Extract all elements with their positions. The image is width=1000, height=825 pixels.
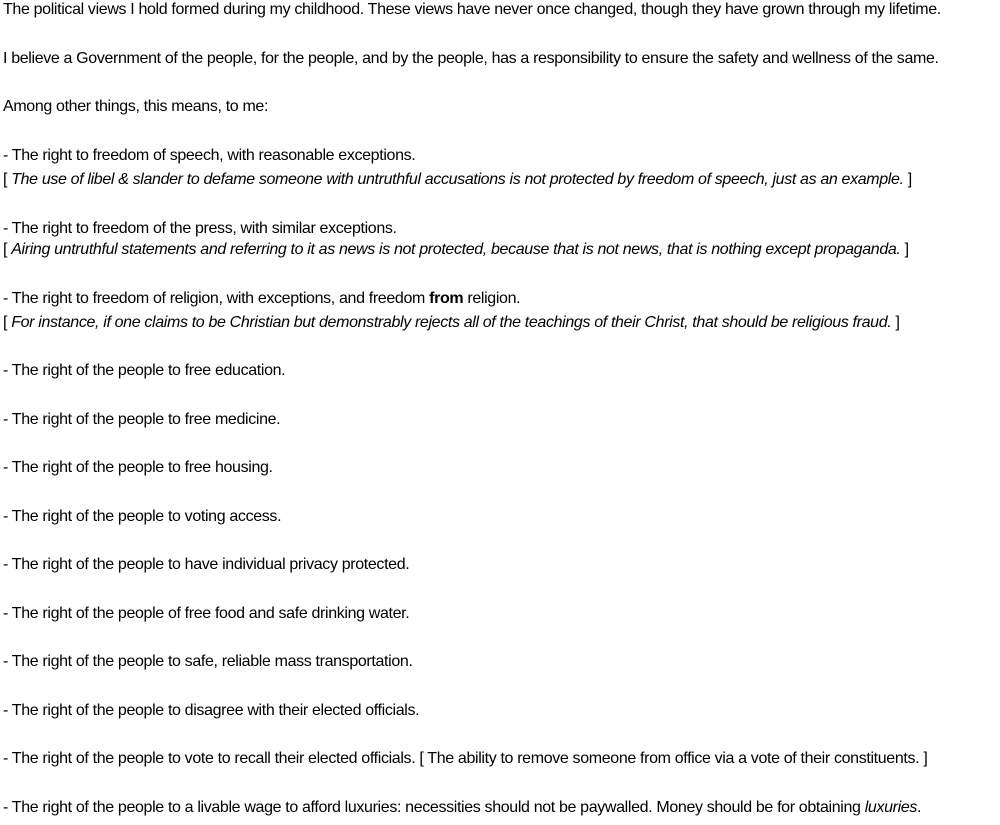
item-wage: [3, 798, 921, 818]
item-recall: - The right of the people to vote to recall their elected officials. [ The ability to remove someone from office via a vote of their constituents. ]: [3, 750, 928, 767]
wage-text: - The right of the people to a livable wage to afford luxuries: necessities should not be paywalled. Money should be for obtaining: [3, 799, 865, 816]
item-food: - The right of the people of free food and safe drinking water.: [3, 605, 410, 622]
wage-end: .: [917, 799, 922, 816]
intro-among: Among other things, this means, to me:: [3, 98, 269, 115]
item-privacy: - The right of the people to have individual privacy protected.: [3, 556, 410, 573]
item-medicine: - The right of the people to free medicine.: [3, 411, 281, 428]
intro-government: I believe a Government of the people, for the people, and by the people, has a responsibility to ensure the safety and wellness of the same.: [3, 50, 939, 67]
item-press-note: [3, 240, 909, 260]
item-disagree: - The right of the people to disagree with their elected officials.: [3, 702, 420, 719]
religion-text-after: religion.: [463, 290, 521, 307]
item-housing: - The right of the people to free housing.: [3, 459, 273, 476]
note-open: [: [3, 314, 12, 331]
item-religion: [3, 289, 520, 309]
item-voting: - The right of the people to voting access.: [3, 508, 282, 525]
note-open: [: [3, 171, 12, 188]
note-close: ]: [900, 241, 909, 258]
note-open: [: [3, 241, 12, 258]
religion-text-before: - The right to freedom of religion, with exceptions, and freedom: [3, 290, 430, 307]
note-text: For instance, if one claims to be Christian but demonstrably rejects all of the teachings of their Christ, that should be religious fraud.: [11, 314, 892, 331]
item-education: - The right of the people to free education.: [3, 362, 286, 379]
item-speech: - The right to freedom of speech, with reasonable exceptions.: [3, 147, 416, 164]
item-transport: - The right of the people to safe, reliable mass transportation.: [3, 653, 413, 670]
wage-italic: luxuries: [864, 799, 918, 816]
item-press: - The right to freedom of the press, with similar exceptions.: [3, 220, 397, 237]
note-close: ]: [891, 314, 900, 331]
note-text: The use of libel & slander to defame someone with untruthful accusations is not protected by freedom of speech, just as an example.: [11, 171, 904, 188]
note-close: ]: [903, 171, 912, 188]
item-religion-note: [3, 313, 900, 333]
item-speech-note: [3, 170, 912, 190]
note-text: Airing untruthful statements and referring to it as news is not protected, because that is not news, that is nothing except propaganda.: [11, 241, 901, 258]
religion-text-bold: from: [429, 290, 464, 307]
intro-childhood: The political views I hold formed during my childhood. These views have never once changed, though they have grown through my lifetime.: [3, 1, 941, 18]
